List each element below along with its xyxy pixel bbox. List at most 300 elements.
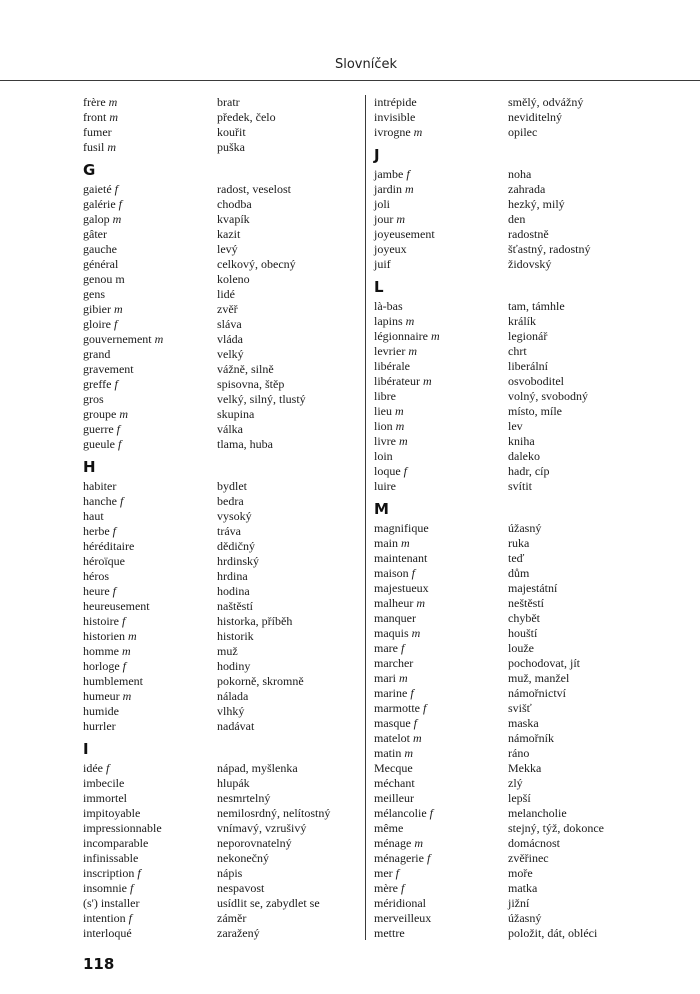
gender-marker: f bbox=[411, 566, 416, 580]
czech-translation: neštěstí bbox=[508, 596, 544, 610]
glossary-entry bbox=[374, 95, 644, 110]
gender-marker: m bbox=[122, 644, 131, 658]
gender-marker: m bbox=[408, 344, 417, 358]
french-term bbox=[374, 344, 417, 359]
glossary-entry bbox=[83, 821, 353, 836]
french-term bbox=[83, 554, 125, 569]
glossary-entry bbox=[83, 719, 353, 734]
glossary-column-right bbox=[374, 95, 644, 941]
french-term bbox=[374, 479, 396, 494]
french-term bbox=[374, 896, 426, 911]
czech-translation: usídlit se, zabydlet se bbox=[217, 896, 320, 910]
czech-translation: svítit bbox=[508, 479, 533, 493]
czech-translation: zvěřinec bbox=[508, 851, 549, 865]
glossary-column-left bbox=[83, 95, 353, 941]
gender-marker: m bbox=[122, 689, 132, 703]
glossary-entry bbox=[374, 596, 644, 611]
gender-marker: m bbox=[411, 626, 421, 640]
french-word: frère bbox=[83, 95, 106, 109]
glossary-entry bbox=[374, 299, 644, 314]
french-term bbox=[83, 407, 128, 422]
french-term bbox=[83, 674, 143, 689]
glossary-entry bbox=[374, 257, 644, 272]
czech-translation: vážně, silně bbox=[217, 362, 274, 376]
french-term bbox=[83, 659, 126, 674]
glossary-entry bbox=[83, 377, 353, 392]
french-term bbox=[374, 404, 404, 419]
czech-translation: muž bbox=[217, 644, 238, 658]
french-term bbox=[83, 569, 109, 584]
glossary-entry bbox=[374, 806, 644, 821]
french-word: idée bbox=[83, 761, 103, 775]
gender-marker: f bbox=[400, 641, 405, 655]
french-term bbox=[83, 212, 121, 227]
glossary-entry bbox=[83, 524, 353, 539]
czech-translation: skupina bbox=[217, 407, 255, 421]
glossary-entry bbox=[374, 926, 644, 941]
gender-marker: f bbox=[122, 659, 126, 673]
glossary-entry bbox=[374, 671, 644, 686]
french-term bbox=[83, 704, 119, 719]
czech-translation: židovský bbox=[508, 257, 552, 271]
glossary-entry bbox=[83, 437, 353, 452]
french-term bbox=[374, 95, 417, 110]
glossary-entry bbox=[83, 881, 353, 896]
french-word: malheur bbox=[374, 596, 414, 610]
french-word: grand bbox=[83, 347, 111, 361]
french-word: heureusement bbox=[83, 599, 150, 613]
gender-marker: m bbox=[413, 125, 423, 139]
french-term bbox=[374, 881, 404, 896]
czech-translation: matka bbox=[508, 881, 538, 895]
french-word: greffe bbox=[83, 377, 112, 391]
glossary-entry bbox=[374, 626, 644, 641]
french-term bbox=[83, 761, 109, 776]
french-term bbox=[83, 881, 133, 896]
french-term bbox=[374, 359, 410, 374]
french-word: mélancolie bbox=[374, 806, 427, 820]
gender-marker: m bbox=[413, 731, 422, 745]
czech-translation: pokorně, skromně bbox=[217, 674, 304, 688]
glossary-entry bbox=[83, 614, 353, 629]
glossary-entry bbox=[374, 110, 644, 125]
glossary-entry bbox=[374, 521, 644, 536]
glossary-entry bbox=[83, 302, 353, 317]
french-term bbox=[374, 125, 422, 140]
french-word: gueule bbox=[83, 437, 115, 451]
french-word: meilleur bbox=[374, 791, 414, 805]
gender-marker: m bbox=[396, 212, 406, 226]
french-term bbox=[374, 911, 431, 926]
czech-translation: stejný, týž, dokonce bbox=[508, 821, 604, 835]
french-word: humide bbox=[83, 704, 119, 718]
gender-marker: m bbox=[399, 671, 408, 685]
gender-marker: m bbox=[112, 212, 122, 226]
french-word: interloqué bbox=[83, 926, 132, 940]
french-word: héroïque bbox=[83, 554, 125, 568]
french-word: gouvernement bbox=[83, 332, 152, 346]
glossary-entry bbox=[374, 359, 644, 374]
glossary-entry bbox=[374, 419, 644, 434]
czech-translation: spisovna, štěp bbox=[217, 377, 285, 391]
gender-marker: m bbox=[114, 302, 123, 316]
gender-marker: f bbox=[128, 911, 133, 925]
czech-translation: den bbox=[508, 212, 526, 226]
french-word: hanche bbox=[83, 494, 120, 508]
french-term bbox=[83, 806, 140, 821]
czech-translation: šťastný, radostný bbox=[508, 242, 591, 256]
gender-marker: f bbox=[400, 881, 405, 895]
czech-translation: bydlet bbox=[217, 479, 247, 493]
french-word: joli bbox=[374, 197, 391, 211]
gender-marker: f bbox=[422, 701, 427, 715]
czech-translation: radostně bbox=[508, 227, 549, 241]
glossary-entry bbox=[83, 242, 353, 257]
czech-translation: liberální bbox=[508, 359, 548, 373]
glossary-entry bbox=[83, 125, 353, 140]
french-word: gloire bbox=[83, 317, 111, 331]
french-word: humeur bbox=[83, 689, 120, 703]
french-term bbox=[83, 227, 107, 242]
french-word: historien bbox=[83, 629, 125, 643]
french-term bbox=[83, 821, 162, 836]
french-word: infinissable bbox=[83, 851, 139, 865]
czech-translation: maska bbox=[508, 716, 539, 730]
page-number: 118 bbox=[83, 955, 115, 973]
glossary-entry bbox=[374, 581, 644, 596]
french-term bbox=[374, 791, 414, 806]
czech-translation: lidé bbox=[217, 287, 235, 301]
czech-translation: celkový, obecný bbox=[217, 257, 296, 271]
glossary-entry bbox=[374, 821, 644, 836]
french-word: intrépide bbox=[374, 95, 417, 109]
czech-translation: lepší bbox=[508, 791, 531, 805]
gender-marker: m bbox=[119, 407, 128, 421]
czech-translation: kvapík bbox=[217, 212, 250, 226]
czech-translation: muž, manžel bbox=[508, 671, 570, 685]
french-term bbox=[83, 836, 148, 851]
czech-translation: historik bbox=[217, 629, 254, 643]
glossary-entry bbox=[374, 374, 644, 389]
french-term bbox=[83, 347, 110, 362]
french-word: gâter bbox=[83, 227, 107, 241]
french-term bbox=[374, 596, 425, 611]
glossary-entry bbox=[374, 611, 644, 626]
french-word: lapins bbox=[374, 314, 403, 328]
czech-translation: tráva bbox=[217, 524, 241, 538]
czech-translation: tlama, huba bbox=[217, 437, 273, 451]
glossary-entry bbox=[374, 551, 644, 566]
glossary-entry bbox=[374, 896, 644, 911]
czech-translation: vysoký bbox=[217, 509, 252, 523]
french-term bbox=[374, 212, 405, 227]
glossary-entry bbox=[83, 407, 353, 422]
glossary-entry bbox=[83, 896, 353, 911]
glossary-entry bbox=[374, 314, 644, 329]
gender-marker: f bbox=[118, 437, 122, 451]
french-word: jambe bbox=[374, 167, 404, 181]
french-term bbox=[83, 437, 121, 452]
czech-translation: nemilosrdný, nelítostný bbox=[217, 806, 331, 820]
gender-marker: m bbox=[414, 836, 423, 850]
french-word: héréditaire bbox=[83, 539, 135, 553]
glossary-entry bbox=[374, 851, 644, 866]
gender-marker: f bbox=[395, 866, 399, 880]
french-term bbox=[374, 182, 414, 197]
czech-translation: nespavost bbox=[217, 881, 265, 895]
czech-translation: námořnictví bbox=[508, 686, 566, 700]
czech-translation: pochodovat, jít bbox=[508, 656, 580, 670]
czech-translation: zvěř bbox=[217, 302, 238, 316]
czech-translation: válka bbox=[217, 422, 243, 436]
section-letter-heading: J bbox=[374, 146, 380, 164]
french-term bbox=[83, 509, 104, 524]
glossary-entry bbox=[83, 509, 353, 524]
french-word: matin bbox=[374, 746, 402, 760]
gender-marker: f bbox=[413, 716, 417, 730]
gender-marker: m bbox=[154, 332, 164, 346]
glossary-entry bbox=[83, 704, 353, 719]
czech-translation: nápis bbox=[217, 866, 243, 880]
french-term bbox=[374, 434, 408, 449]
czech-translation: kouřit bbox=[217, 125, 246, 139]
glossary-entry bbox=[83, 212, 353, 227]
glossary-entry bbox=[83, 791, 353, 806]
gender-marker: f bbox=[114, 317, 118, 331]
french-word: immortel bbox=[83, 791, 127, 805]
french-word: matelot bbox=[374, 731, 410, 745]
glossary-entry bbox=[374, 434, 644, 449]
gender-marker: m bbox=[108, 95, 118, 109]
french-word: galop bbox=[83, 212, 110, 226]
czech-translation: teď bbox=[508, 551, 525, 565]
czech-translation: místo, míle bbox=[508, 404, 562, 418]
section-letter-heading: G bbox=[83, 161, 96, 179]
french-word: joyeux bbox=[374, 242, 407, 256]
czech-translation: moře bbox=[508, 866, 533, 880]
french-term bbox=[83, 257, 118, 272]
czech-translation: nadávat bbox=[217, 719, 255, 733]
french-term bbox=[83, 896, 139, 911]
glossary-entry bbox=[83, 674, 353, 689]
french-word: mer bbox=[374, 866, 393, 880]
french-term bbox=[374, 761, 413, 776]
french-term bbox=[374, 581, 429, 596]
french-word: magnifique bbox=[374, 521, 429, 535]
french-word: même bbox=[374, 821, 404, 835]
czech-translation: osvoboditel bbox=[508, 374, 564, 388]
french-term bbox=[374, 464, 407, 479]
french-term bbox=[374, 314, 414, 329]
czech-translation: domácnost bbox=[508, 836, 560, 850]
french-word: inscription bbox=[83, 866, 135, 880]
czech-translation: zaražený bbox=[217, 926, 260, 940]
french-term bbox=[374, 197, 390, 212]
czech-translation: noha bbox=[508, 167, 532, 181]
french-word: humblement bbox=[83, 674, 143, 688]
glossary-entry bbox=[83, 392, 353, 407]
glossary-entry bbox=[83, 644, 353, 659]
czech-translation: svišť bbox=[508, 701, 532, 715]
french-term bbox=[83, 182, 118, 197]
french-word: général bbox=[83, 257, 119, 271]
french-word: héros bbox=[83, 569, 109, 583]
french-term bbox=[374, 611, 416, 626]
glossary-entry bbox=[83, 257, 353, 272]
glossary-entry bbox=[374, 701, 644, 716]
french-term bbox=[83, 110, 118, 125]
glossary-entry bbox=[374, 641, 644, 656]
czech-translation: chrt bbox=[508, 344, 527, 358]
french-term bbox=[83, 197, 122, 212]
glossary-entry bbox=[83, 95, 353, 110]
french-term bbox=[83, 524, 116, 539]
gender-marker: m bbox=[395, 419, 405, 433]
french-term bbox=[83, 614, 125, 629]
gender-marker: m bbox=[395, 404, 404, 418]
czech-translation: volný, svobodný bbox=[508, 389, 589, 403]
french-term bbox=[374, 167, 410, 182]
czech-translation: chodba bbox=[217, 197, 252, 211]
glossary-entry bbox=[374, 344, 644, 359]
french-word: mari bbox=[374, 671, 396, 685]
french-word: horloge bbox=[83, 659, 120, 673]
czech-translation: hrdina bbox=[217, 569, 248, 583]
glossary-entry bbox=[83, 554, 353, 569]
glossary-entry bbox=[374, 761, 644, 776]
glossary-entry bbox=[83, 287, 353, 302]
czech-translation: úžasný bbox=[508, 521, 542, 535]
czech-translation: puška bbox=[217, 140, 245, 154]
french-word: levrier bbox=[374, 344, 406, 358]
french-term bbox=[374, 836, 423, 851]
gender-marker: f bbox=[119, 494, 124, 508]
french-term bbox=[83, 866, 141, 881]
gender-marker: m bbox=[401, 536, 410, 550]
glossary-entry bbox=[83, 332, 353, 347]
french-word: fusil bbox=[83, 140, 105, 154]
french-word: mare bbox=[374, 641, 398, 655]
french-term bbox=[374, 671, 408, 686]
french-word: lieu bbox=[374, 404, 392, 418]
french-word: insomnie bbox=[83, 881, 127, 895]
french-term bbox=[83, 287, 105, 302]
glossary-entry bbox=[374, 404, 644, 419]
french-term bbox=[374, 389, 396, 404]
czech-translation: lev bbox=[508, 419, 523, 433]
french-term bbox=[83, 689, 131, 704]
czech-translation: louže bbox=[508, 641, 534, 655]
french-word: mère bbox=[374, 881, 398, 895]
czech-translation: neviditelný bbox=[508, 110, 562, 124]
glossary-entry bbox=[83, 182, 353, 197]
french-word: gaieté bbox=[83, 182, 112, 196]
french-word: invisible bbox=[374, 110, 416, 124]
french-word: gros bbox=[83, 392, 104, 406]
french-term bbox=[83, 125, 112, 140]
czech-translation: neporovnatelný bbox=[217, 836, 292, 850]
glossary-entry bbox=[374, 167, 644, 182]
gender-marker: m bbox=[416, 596, 425, 610]
czech-translation: naštěstí bbox=[217, 599, 253, 613]
czech-translation: nápad, myšlenka bbox=[217, 761, 298, 775]
glossary-entry bbox=[374, 197, 644, 212]
glossary-entry bbox=[83, 479, 353, 494]
french-term bbox=[83, 422, 120, 437]
french-word: maintenant bbox=[374, 551, 428, 565]
gender-marker: f bbox=[429, 806, 433, 820]
french-word: joyeusement bbox=[374, 227, 435, 241]
gender-marker: f bbox=[112, 524, 116, 538]
french-term bbox=[374, 806, 433, 821]
french-term bbox=[374, 656, 413, 671]
czech-translation: velký, silný, tlustý bbox=[217, 392, 306, 406]
french-word: livre bbox=[374, 434, 396, 448]
czech-translation: hlupák bbox=[217, 776, 250, 790]
gender-marker: f bbox=[114, 377, 118, 391]
french-word: galérie bbox=[83, 197, 116, 211]
glossary-entry bbox=[374, 791, 644, 806]
czech-translation: sláva bbox=[217, 317, 242, 331]
gender-marker: f bbox=[112, 584, 116, 598]
glossary-entry bbox=[83, 422, 353, 437]
french-word: incomparable bbox=[83, 836, 149, 850]
glossary-entry bbox=[83, 806, 353, 821]
french-term bbox=[374, 242, 407, 257]
czech-translation: vlhký bbox=[217, 704, 245, 718]
glossary-entry bbox=[83, 866, 353, 881]
french-word: gravement bbox=[83, 362, 134, 376]
glossary-entry bbox=[374, 125, 644, 140]
french-term bbox=[374, 851, 430, 866]
french-word: marine bbox=[374, 686, 411, 700]
gender-marker: m bbox=[405, 314, 415, 328]
glossary-entry bbox=[374, 836, 644, 851]
gender-marker: f bbox=[116, 422, 120, 436]
french-term bbox=[83, 719, 116, 734]
section-letter-heading: L bbox=[374, 278, 384, 296]
french-term bbox=[374, 701, 426, 716]
french-word: heure bbox=[83, 584, 110, 598]
french-term bbox=[374, 626, 420, 641]
glossary-entry bbox=[374, 866, 644, 881]
gender-marker: f bbox=[410, 686, 414, 700]
czech-translation: Mekka bbox=[508, 761, 542, 775]
french-word: fumer bbox=[83, 125, 112, 139]
glossary-entry bbox=[374, 731, 644, 746]
czech-translation: nekonečný bbox=[217, 851, 269, 865]
glossary-entry bbox=[374, 449, 644, 464]
czech-translation: bedra bbox=[217, 494, 244, 508]
czech-translation: jižní bbox=[508, 896, 530, 910]
czech-translation: majestátní bbox=[508, 581, 558, 595]
french-term bbox=[374, 227, 435, 242]
gender-marker: f bbox=[137, 866, 141, 880]
french-term bbox=[83, 629, 137, 644]
french-term bbox=[374, 419, 404, 434]
glossary-entry bbox=[83, 776, 353, 791]
french-term bbox=[83, 791, 127, 806]
glossary-entry bbox=[83, 629, 353, 644]
czech-translation: námořník bbox=[508, 731, 554, 745]
glossary-entry bbox=[83, 911, 353, 926]
french-word: mettre bbox=[374, 926, 405, 940]
french-word: hurrler bbox=[83, 719, 116, 733]
french-word: lion bbox=[374, 419, 393, 433]
french-term bbox=[374, 866, 399, 881]
glossary-entry bbox=[374, 746, 644, 761]
french-term bbox=[374, 566, 415, 581]
